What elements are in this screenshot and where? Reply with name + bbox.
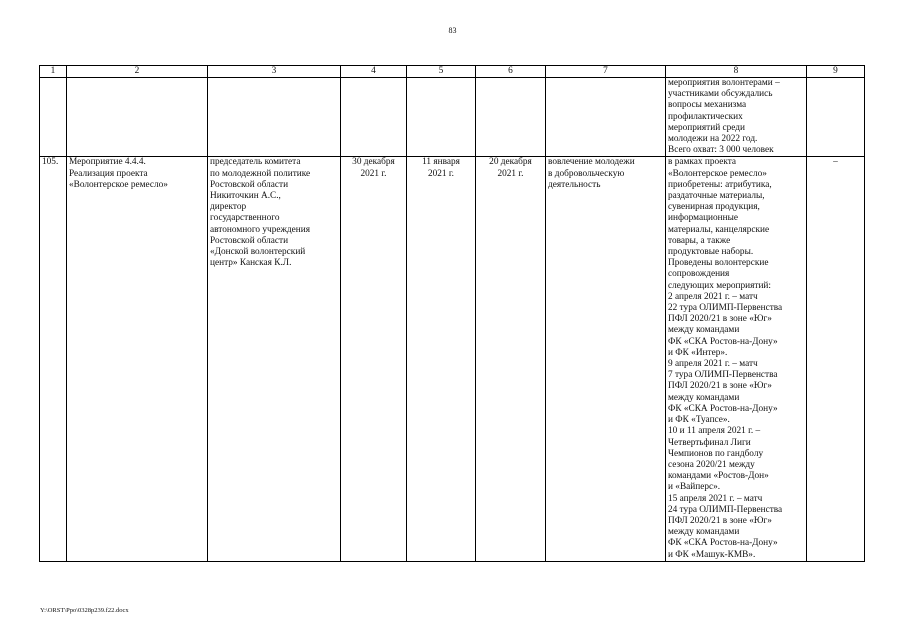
actual-start-date: 11 января 2021 г. [407,157,476,561]
row-number: 105. [40,157,67,561]
planned-result: вовлечение молодежи в добровольческую деятельность [546,157,666,561]
column-number-row [40,66,865,78]
table-cell [67,78,208,157]
column-header: 9 [807,66,865,78]
actual-result: в рамках проекта «Волонтерское ремесло» приобретены: атрибутика, раздаточные материалы, сувенирная продукция, информационные материалы, канцелярские товары, а также продуктовые наборы. Проведены волонтерские сопровождения следующих мероприятий: 2 апреля 2021 г. – матч 22 тура ОЛИМП-Первенства ПФЛ 2020/21 в зоне «Юг» между командами ФК «СКА Ростов-на-Дону» и ФК «Интер». 9 апреля 2021 г. – матч 7 тура ОЛИМП-Первенства ПФЛ 2020/21 в зоне «Юг» между командами ФК «СКА Ростов-на-Дону» и ФК «Туапсе». 10 и 11 апреля 2021 г. – Четвертьфинал Лиги Чемпионов по гандболу сезона 2020/21 между командами «Ростов-Дон» и «Вайперс». 15 апреля 2021 г. – матч 24 тура ОЛИМП-Первенства ПФЛ 2020/21 в зоне «Юг» между командами ФК «СКА Ростов-на-Дону» и ФК «Машук-КМВ». [666,157,807,561]
notes: – [807,157,865,561]
planned-start-date: 30 декабря 2021 г. [341,157,407,561]
table-cell [208,78,341,157]
activity-name: Мероприятие 4.4.4. Реализация проекта «Волонтерское ремесло» [67,157,208,561]
page-number: 83 [448,26,457,35]
continuation-row [40,78,865,157]
column-header: 1 [40,66,67,78]
column-header: 3 [208,66,341,78]
column-header: 6 [476,66,546,78]
column-header: 8 [666,66,807,78]
file-path-footer: Y:\ORST\Ppo\0328p239.f22.docx [40,607,129,614]
table-cell [40,78,67,157]
column-header: 7 [546,66,666,78]
table-cell [546,78,666,157]
table-cell [341,78,407,157]
actual-end-date: 20 декабря 2021 г. [476,157,546,561]
table-cell [476,78,546,157]
table-row [40,157,865,561]
table-cell [807,78,865,157]
column-header: 5 [407,66,476,78]
continuation-result-cell: мероприятия волонтерами – участниками обсуждались вопросы механизма профилактических мероприятий среди молодежи на 2022 год. Всего охват: 3 000 человек [666,78,807,157]
column-header: 2 [67,66,208,78]
report-table [39,65,865,562]
table-cell [407,78,476,157]
responsible-executor: председатель комитета по молодежной политике Ростовской области Никиточкин А.С., директор государственного автономного учреждения Ростовской области «Донской волонтерский центр» Канская К.Л. [208,157,341,561]
column-header: 4 [341,66,407,78]
